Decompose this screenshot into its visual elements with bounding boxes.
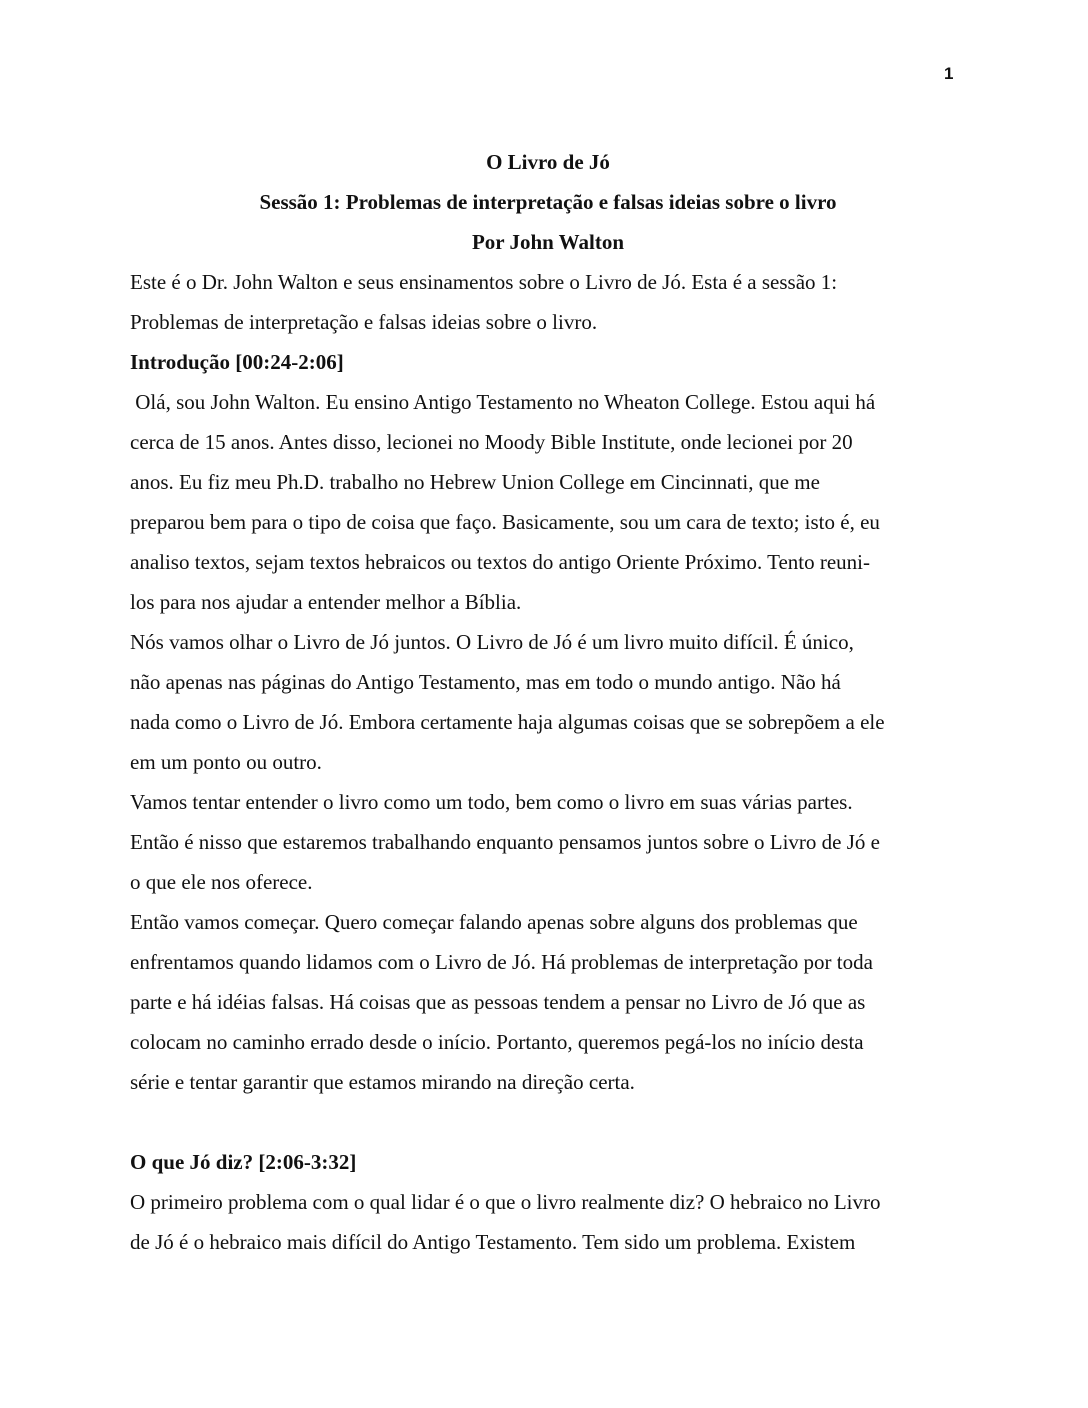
text-line: em um ponto ou outro.: [130, 750, 322, 774]
text-line: preparou bem para o tipo de coisa que faço. Basicamente, sou um cara de texto; isto é, eu: [130, 510, 880, 534]
text-line: O primeiro problema com o qual lidar é o que o livro realmente diz? O hebraico no Livro: [130, 1190, 881, 1214]
text-line: nada como o Livro de Jó. Embora certamente haja algumas coisas que se sobrepõem a ele: [130, 710, 885, 734]
text-line: o que ele nos oferece.: [130, 870, 313, 894]
text-line: Vamos tentar entender o livro como um todo, bem como o livro em suas várias partes.: [130, 790, 853, 814]
section1-paragraph-4: [130, 902, 966, 1102]
text-line: analiso textos, sejam textos hebraicos ou textos do antigo Oriente Próximo. Tento reuni-: [130, 550, 870, 574]
section1-paragraph-2: [130, 622, 966, 782]
text-line: Então vamos começar. Quero começar falando apenas sobre alguns dos problemas que: [130, 910, 858, 934]
text-line: enfrentamos quando lidamos com o Livro de Jó. Há problemas de interpretação por toda: [130, 950, 873, 974]
text-line: parte e há idéias falsas. Há coisas que as pessoas tendem a pensar no Livro de Jó que as: [130, 990, 866, 1014]
text-line: Nós vamos olhar o Livro de Jó juntos. O Livro de Jó é um livro muito difícil. É único,: [130, 630, 854, 654]
paragraph-gap: [130, 1102, 966, 1142]
text-line: anos. Eu fiz meu Ph.D. trabalho no Hebrew Union College em Cincinnati, que me: [130, 470, 820, 494]
text-line: não apenas nas páginas do Antigo Testamento, mas em todo o mundo antigo. Não há: [130, 670, 841, 694]
text-line: Olá, sou John Walton. Eu ensino Antigo Testamento no Wheaton College. Estou aqui há: [130, 390, 876, 414]
text-line: Problemas de interpretação e falsas ideias sobre o livro.: [130, 310, 598, 334]
section-heading-o-que-jo-diz: O que Jó diz? [2:06-3:32]: [130, 1150, 357, 1174]
section-heading-introducao: Introdução [00:24-2:06]: [130, 350, 344, 374]
text-line: série e tentar garantir que estamos mirando na direção certa.: [130, 1070, 635, 1094]
section2-paragraph-1: [130, 1182, 966, 1262]
document-title: O Livro de Jó: [486, 150, 610, 174]
intro-paragraph: [130, 262, 966, 342]
document-author: Por John Walton: [471, 230, 625, 254]
text-line: Então é nisso que estaremos trabalhando enquanto pensamos juntos sobre o Livro de Jó e: [130, 830, 880, 854]
text-line: los para nos ajudar a entender melhor a Bíblia.: [130, 590, 522, 614]
page-number: 1: [944, 64, 954, 83]
section1-paragraph-3: [130, 782, 966, 902]
text-line: de Jó é o hebraico mais difícil do Antigo Testamento. Tem sido um problema. Existem: [130, 1230, 856, 1254]
text-line: colocam no caminho errado desde o início. Portanto, queremos pegá-los no início desta: [130, 1030, 864, 1054]
document-body: [130, 142, 966, 1262]
text-line: cerca de 15 anos. Antes disso, lecionei no Moody Bible Institute, onde lecionei por 20: [130, 430, 853, 454]
document-subtitle: Sessão 1: Problemas de interpretação e falsas ideias sobre o livro: [259, 190, 837, 214]
text-line: Este é o Dr. John Walton e seus ensinamentos sobre o Livro de Jó. Esta é a sessão 1:: [130, 270, 838, 294]
section1-paragraph-1: [130, 382, 966, 622]
